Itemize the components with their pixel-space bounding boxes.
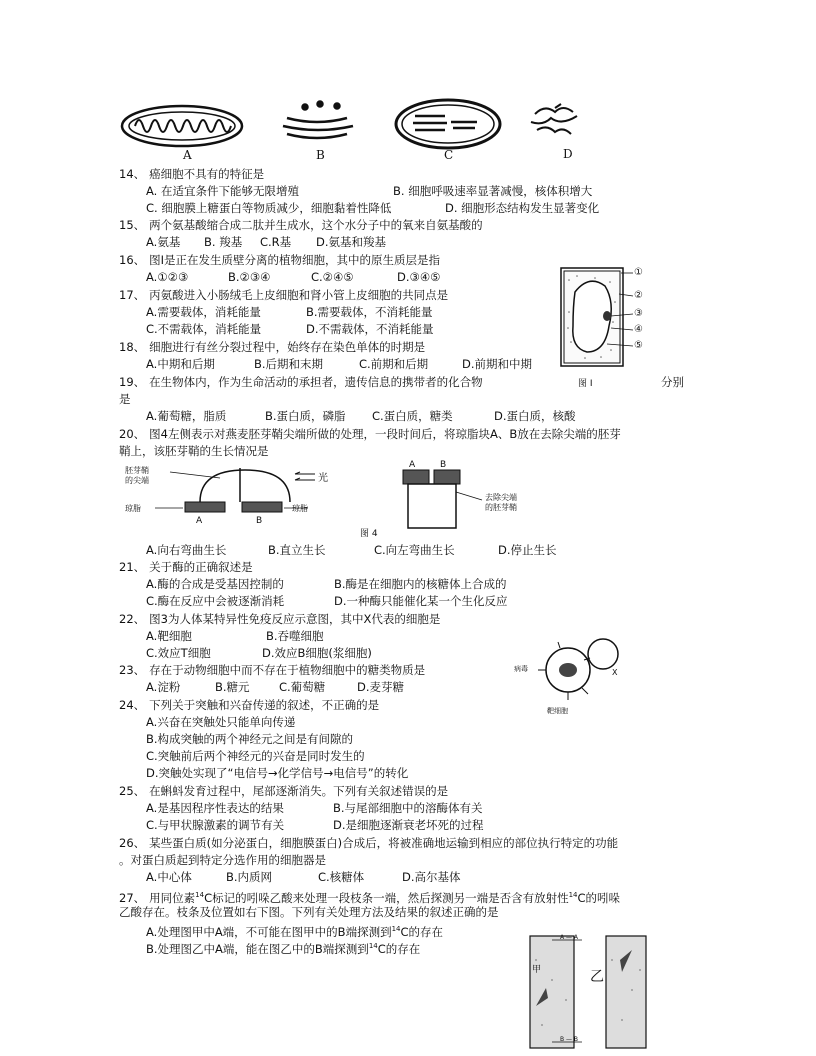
question-16: 16、 图Ⅰ是正在发生质壁分离的植物细胞，其中的原生质层是指	[119, 253, 441, 267]
fig4-label-cut2: 的胚芽鞘	[485, 503, 517, 512]
option-27b[interactable]: B.处理图乙中A端，能在图乙中的B端探测到$^{14}$C的存在	[146, 942, 421, 956]
option-21c[interactable]: C.酶在反应中会被逐渐消耗	[146, 594, 285, 608]
question-14: 14、 癌细胞不具有的特征是	[119, 167, 265, 181]
question-19-tail: 分别	[661, 375, 684, 389]
fig3-label-virus: 病毒	[514, 665, 528, 673]
option-22b[interactable]: B.吞噬细胞	[266, 629, 324, 643]
option-26a[interactable]: A.中心体	[146, 870, 192, 884]
fig1-caption: 图 I	[578, 379, 593, 389]
fig4-block-b: B	[440, 460, 447, 470]
fig4-label-tip2: 的尖端	[125, 476, 149, 485]
fig27-label-bottom: B — B	[560, 1036, 579, 1043]
question-25: 25、 在蝌蚪发育过程中，尾部逐渐消失。下列有关叙述错误的是	[119, 784, 449, 798]
fig4-label-tip1: 胚芽鞘	[125, 466, 149, 475]
option-20b[interactable]: B.直立生长	[268, 543, 326, 557]
er-icon	[531, 104, 577, 134]
fig4-label-agar-left: 琼脂	[125, 504, 141, 513]
option-18a[interactable]: A.中期和后期	[146, 357, 215, 371]
option-16d[interactable]: D.③④⑤	[397, 270, 441, 284]
option-21a[interactable]: A.酶的合成是受基因控制的	[146, 577, 284, 591]
figure-label-a: A	[183, 148, 192, 162]
option-23a[interactable]: A.淀粉	[146, 680, 181, 694]
option-17c[interactable]: C.不需载体，消耗能量	[146, 322, 262, 336]
option-26c[interactable]: C.核糖体	[318, 870, 365, 884]
option-14d[interactable]: D. 细胞形态结构发生显著变化	[445, 201, 600, 215]
fig27-label-jia: 甲	[532, 965, 542, 975]
question-15: 15、 两个氨基酸缩合成二肽并生成水，这个水分子中的氧来自氨基酸的	[119, 218, 483, 232]
question-18: 18、 细胞进行有丝分裂过程中，始终存在染色单体的时期是	[119, 340, 426, 354]
option-18d[interactable]: D.前期和中期	[462, 357, 533, 371]
option-16a[interactable]: A.①②③	[146, 270, 189, 284]
option-16b[interactable]: B.②③④	[228, 270, 271, 284]
figure-label-c: C	[444, 148, 454, 162]
option-16c[interactable]: C.②④⑤	[311, 270, 354, 284]
question-19-line2: 是	[119, 392, 131, 406]
option-20d[interactable]: D.停止生长	[498, 543, 557, 557]
fig27-label-yi: 乙	[590, 969, 604, 985]
fig3-label-target: 靶细胞	[547, 707, 568, 715]
option-22d[interactable]: D.效应B细胞(浆细胞)	[262, 646, 372, 660]
option-14b[interactable]: B. 细胞呼吸速率显著减慢，核体积增大	[393, 184, 593, 198]
question-19: 19、 在生物体内，作为生命活动的承担者，遗传信息的携带者的化合物	[119, 375, 483, 389]
option-21b[interactable]: B.酶是在细胞内的核糖体上合成的	[334, 577, 507, 591]
fig1-mark-4: ④	[634, 324, 643, 335]
option-26b[interactable]: B.内质网	[226, 870, 273, 884]
mitochondrion-icon	[122, 106, 242, 146]
fig4-label-agar-right: 琼脂	[292, 504, 308, 513]
fig4-label-b: B	[256, 516, 263, 526]
option-25a[interactable]: A.是基因程序性表达的结果	[146, 801, 284, 815]
option-25b[interactable]: B.与尾部细胞中的溶酶体有关	[333, 801, 483, 815]
figure-4	[120, 460, 590, 540]
option-19d[interactable]: D.蛋白质，核酸	[494, 409, 576, 423]
option-19a[interactable]: A.葡萄糖，脂质	[146, 409, 227, 423]
nucleus-icon	[396, 100, 500, 148]
option-24c[interactable]: C.突触前后两个神经元的兴奋是同时发生的	[146, 749, 365, 763]
option-24d[interactable]: D.突触处实现了“电信号→化学信号→电信号”的转化	[146, 766, 409, 780]
sup-14-b: 14	[568, 891, 578, 899]
option-19c[interactable]: C.蛋白质，糖类	[372, 409, 453, 423]
question-26: 26、 某些蛋白质(如分泌蛋白，细胞膜蛋白)合成后，将被准确地运输到相应的部位执行特定的功能	[119, 836, 619, 850]
fig4-label-cut1: 去除尖端	[485, 493, 517, 502]
fig3-label-x: X	[612, 668, 618, 677]
option-14c[interactable]: C. 细胞膜上糖蛋白等物质减少，细胞黏着性降低	[146, 201, 392, 215]
figure-label-d: D	[563, 147, 573, 161]
fig4-caption: 图 4	[360, 529, 378, 539]
option-18b[interactable]: B.后期和末期	[254, 357, 324, 371]
sup-14-a: 14	[195, 891, 205, 899]
golgi-icon	[283, 102, 353, 139]
option-18c[interactable]: C.前期和后期	[359, 357, 429, 371]
fig1-mark-3: ③	[634, 308, 643, 319]
question-17: 17、 丙氨酸进入小肠绒毛上皮细胞和肾小管上皮细胞的共同点是	[119, 288, 449, 302]
fig27-label-top: A — A	[560, 934, 579, 941]
option-20a[interactable]: A.向右弯曲生长	[146, 543, 227, 557]
option-23d[interactable]: D.麦芽糖	[357, 680, 405, 694]
fig1-mark-5: ⑤	[634, 340, 643, 351]
option-17b[interactable]: B.需要载体，不消耗能量	[306, 305, 433, 319]
option-19b[interactable]: B.蛋白质，磷脂	[265, 409, 346, 423]
option-15a[interactable]: A.氨基	[146, 235, 181, 249]
option-25d[interactable]: D.是细胞逐渐衰老坏死的过程	[333, 818, 484, 832]
option-15d[interactable]: D.氨基和羧基	[316, 235, 387, 249]
option-23c[interactable]: C.葡萄糖	[279, 680, 326, 694]
option-20c[interactable]: C.向左弯曲生长	[374, 543, 455, 557]
question-22: 22、 图3为人体某特异性免疫反应示意图，其中X代表的细胞是	[119, 612, 441, 626]
question-21: 21、 关于酶的正确叙述是	[119, 560, 253, 574]
question-20-line2: 鞘上，该胚芽鞘的生长情况是	[119, 444, 269, 458]
option-21d[interactable]: D.一种酶只能催化某一个生化反应	[334, 594, 508, 608]
option-14a[interactable]: A. 在适宜条件下能够无限增殖	[146, 184, 299, 198]
question-24: 24、 下列关于突触和兴奋传递的叙述，不正确的是	[119, 698, 380, 712]
figure-27-branches	[522, 930, 672, 1050]
option-15b[interactable]: B. 羧基	[204, 235, 243, 249]
fig1-mark-1: ①	[634, 267, 643, 278]
question-23: 23、 存在于动物细胞中而不存在于植物细胞中的糖类物质是	[119, 663, 426, 677]
fig4-label-light: 光	[318, 473, 328, 484]
fig4-block-a: A	[409, 460, 416, 470]
option-24a[interactable]: A.兴奋在突触处只能单向传递	[146, 715, 296, 729]
option-15c[interactable]: C.R基	[260, 235, 292, 249]
figure-label-b: B	[316, 148, 325, 162]
option-22c[interactable]: C.效应T细胞	[146, 646, 211, 660]
fig4-label-a: A	[196, 516, 203, 526]
option-17a[interactable]: A.需要载体，消耗能量	[146, 305, 261, 319]
option-24b[interactable]: B.构成突触的两个神经元之间是有间隙的	[146, 732, 354, 746]
option-17d[interactable]: D.不需载体，不消耗能量	[306, 322, 434, 336]
question-27: 27、 用同位素$^{14}$C标记的吲哚乙酸来处理一段枝条一端，然后探测另一端是否含有放射性$^{14}$C的吲哚	[119, 891, 621, 905]
option-25c[interactable]: C.与甲状腺激素的调节有关	[146, 818, 285, 832]
option-22a[interactable]: A.靶细胞	[146, 629, 192, 643]
option-26d[interactable]: D.高尔基体	[402, 870, 461, 884]
question-20: 20、 图4左侧表示对燕麦胚芽鞘尖端所做的处理，一段时间后，将琼脂块A、B放在去除尖端的胚芽	[119, 427, 621, 441]
option-27a[interactable]: A.处理图甲中A端，不可能在图甲中的B端探测到$^{14}$C的存在	[146, 925, 444, 939]
question-26-line2: 。对蛋白质起到特定分选作用的细胞器是	[119, 853, 326, 867]
fig1-mark-2: ②	[634, 290, 643, 301]
option-23b[interactable]: B.糖元	[215, 680, 250, 694]
figure-1-cell	[555, 262, 675, 372]
question-27-line2: 乙酸存在。枝条及位置如右下图。下列有关处理方法及结果的叙述正确的是	[119, 905, 499, 919]
